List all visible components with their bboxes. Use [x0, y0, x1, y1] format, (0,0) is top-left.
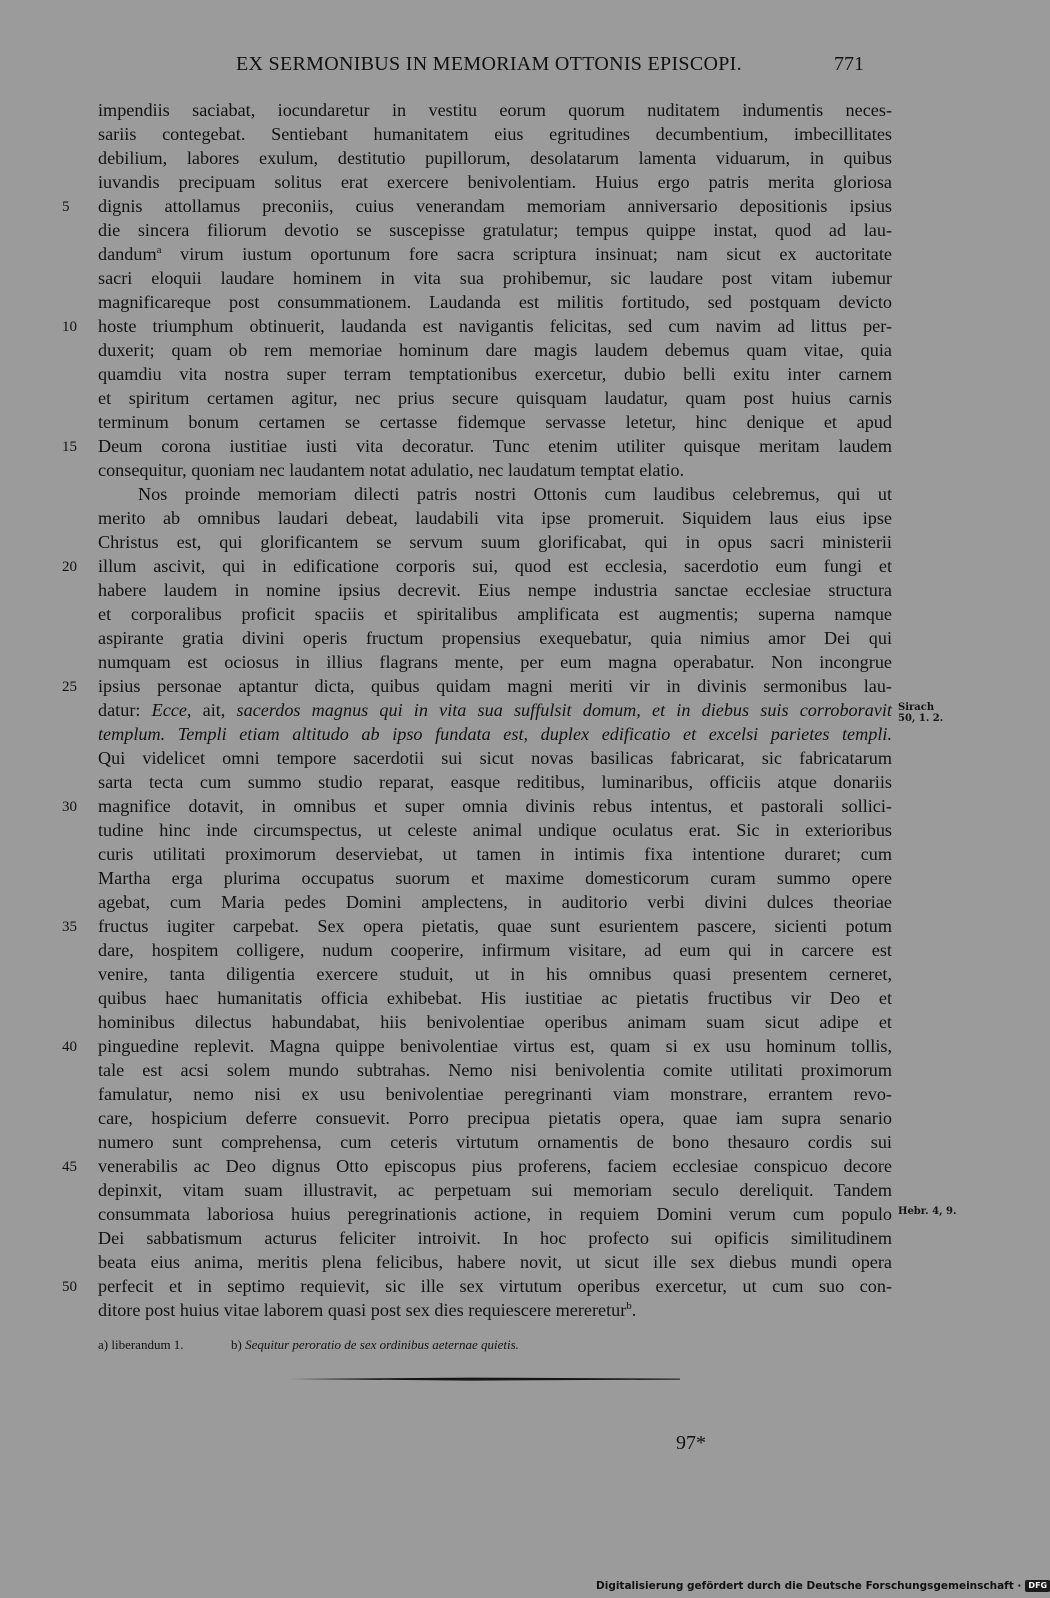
text-line	[98, 1106, 892, 1130]
text-line	[138, 482, 892, 506]
signature-mark: 97*	[676, 1432, 706, 1454]
text-segment: consequitur, quoniam nec laudantem notat adulatio, nec laudatum temptat elatio.	[98, 460, 685, 480]
text-segment: sarta tecta cum summo studio reparat, easque reditibus, luminaribus, officiis atque donariis	[98, 772, 892, 792]
text-segment: ditore post huius vitae laborem quasi post sex dies requiescere mereretur	[98, 1300, 627, 1320]
text-segment: magnifice dotavit, in omnibus et super omnia divinis rebus intentus, et pastorali sollici-	[98, 796, 892, 816]
text-segment: depinxit, vitam suam illustravit, ac perpetuam sui memoriam seculo dereliquit. Tandem	[98, 1180, 892, 1200]
text-line	[98, 194, 892, 218]
text-line	[98, 242, 892, 266]
text-segment: datur:	[98, 700, 152, 720]
text-line	[98, 890, 892, 914]
text-line	[98, 266, 892, 290]
footnote-a: a) liberandum 1.	[98, 1337, 184, 1352]
text-line	[98, 1130, 892, 1154]
text-line	[98, 122, 892, 146]
text-line	[98, 674, 892, 698]
text-segment: hominibus dilectus habundabat, hiis benivolentiae operibus animam suam sicut adipe et	[98, 1012, 892, 1032]
text-line	[98, 1226, 892, 1250]
text-line	[98, 866, 892, 890]
text-line	[98, 170, 892, 194]
text-segment: .	[631, 1300, 637, 1320]
text-segment: perfecit et in septimo requievit, sic ille sex virtutum operibus exercetur, ut cum suo con-	[98, 1276, 892, 1296]
footnote-marker: b	[626, 1299, 632, 1312]
text-line	[98, 1298, 892, 1322]
text-line	[98, 1202, 892, 1226]
text-segment: sacerdos magnus qui in vita sua suffulsit domum, et in diebus suis corroboravit	[236, 700, 892, 720]
text-segment: fructus iugiter carpebat. Sex opera pietatis, quae sunt esurientem pascere, sicienti potum	[98, 916, 892, 936]
text-line	[98, 458, 892, 482]
line-number: 40	[62, 1039, 77, 1055]
text-segment: illum ascivit, qui in edificatione corporis sui, quod est ecclesia, sacerdotio eum fungi et	[98, 556, 892, 576]
text-segment: curis utilitati proximorum deserviebat, ut tamen in intimis fixa intentione duraret; cum	[98, 844, 892, 864]
text-line	[98, 554, 892, 578]
text-segment: , ait,	[186, 700, 237, 720]
text-line	[98, 1178, 892, 1202]
text-line	[98, 98, 892, 122]
footnote-marker: a	[156, 243, 162, 256]
text-line	[98, 1058, 892, 1082]
text-line	[98, 722, 892, 746]
text-segment: numero sunt comprehensa, cum ceteris virtutum ornamentis de bono thesauro cordis sui	[98, 1132, 892, 1152]
text-segment: Ecce	[151, 700, 187, 720]
text-segment: Christus est, qui glorificantem se servum suum glorificabat, qui in opus sacri ministerii	[98, 532, 892, 552]
text-segment: habere laudem in nomine ipsius decrevit. Eius nempe industria sanctae ecclesiae structura	[98, 580, 892, 600]
text-segment: dignis attollamus preconiis, cuius venerandam memoriam anniversario depositionis ipsius	[98, 196, 892, 216]
text-segment: ipsius personae aptantur dicta, quibus quidam magni meriti vir in divinis sermonibus lau-	[98, 676, 892, 696]
text-segment: Deum corona iustitiae iusti vita decoratur. Tunc etenim utiliter quisque meritam laudem	[98, 436, 892, 456]
text-segment: famulatur, nemo nisi ex usu benivolentiae peregrinanti viam monstrare, errantem revo-	[98, 1084, 892, 1104]
margin-note-verse: 50, 1. 2.	[898, 713, 944, 724]
line-number: 20	[62, 559, 77, 575]
text-line	[98, 914, 892, 938]
text-line	[98, 1250, 892, 1274]
text-segment: impendiis saciabat, iocundaretur in vestitu eorum quorum nuditatem indumentis neces-	[98, 100, 892, 120]
text-line	[98, 578, 892, 602]
text-line	[98, 314, 892, 338]
text-line	[98, 290, 892, 314]
text-line	[98, 962, 892, 986]
line-number: 10	[62, 319, 77, 335]
text-segment: die sincera filiorum devotio se suscepisse gratulatur; tempus quippe instat, quod ad lau-	[98, 220, 892, 240]
text-segment: merito ab omnibus laudari debeat, laudabili vita ipse promeruit. Siquidem laus eius ipse	[98, 508, 892, 528]
text-segment: agebat, cum Maria pedes Domini amplectens, in auditorio verbi divini dulces theoriae	[98, 892, 892, 912]
text-segment: numquam est ociosus in illius flagrans mente, per eum magna operabatur. Non incongrue	[98, 652, 892, 672]
text-segment: venerabilis ac Deo dignus Otto episcopus pius proferens, faciem ecclesiae conspicuo decore	[98, 1156, 892, 1176]
end-rule	[290, 1377, 680, 1381]
text-line	[98, 602, 892, 626]
text-segment: dare, hospitem colligere, nudum cooperire, infirmum visitare, ad eum qui in carcere est	[98, 940, 892, 960]
text-segment: beata eius anima, meritis plena felicibus, habere novit, ut sicut ille sex diebus mundi opera	[98, 1252, 892, 1272]
dfg-logo: DFG	[1025, 1580, 1050, 1592]
line-number: 15	[62, 439, 77, 455]
text-segment: et corporalibus proficit spaciis et spiritalibus amplificata est augmentis; superna namque	[98, 604, 892, 624]
footnote-b	[231, 1335, 519, 1355]
text-line	[98, 218, 892, 242]
text-line	[98, 770, 892, 794]
text-segment: sacri eloquii laudare hominem in vita sua prohibemur, sic laudare post vitam iubemur	[98, 268, 892, 288]
text-segment: tale est acsi solem mundo subtrahas. Nemo nisi benivolentia comite utilitati proximorum	[98, 1060, 892, 1080]
text-segment: iuvandis precipuam solitus erat exercere benivolentiam. Huius ergo patris merita gloriosa	[98, 172, 892, 192]
text-segment: Martha erga plurima occupatus suorum et maxime domesticorum curam summo opere	[98, 868, 892, 888]
text-segment: quibus haec humanitatis officia exhibebat. His iustitiae ac pietatis fructibus vir Deo et	[98, 988, 892, 1008]
text-segment: Dei sabbatismum acturus feliciter introivit. In hoc profecto sui opificis similitudinem	[98, 1228, 892, 1248]
text-line	[98, 794, 892, 818]
text-segment: care, hospicium deferre consuevit. Porro precipua pietatis opera, quae iam supra senario	[98, 1108, 892, 1128]
text-line	[98, 338, 892, 362]
text-segment: Qui videlicet omni tempore sacerdotii sui sicut novas basilicas fabricarat, sic fabricatarum	[98, 748, 892, 768]
text-segment: duxerit; quam ob rem memoriae hominum dare magis laudem debemus quam vitae, quia	[98, 340, 892, 360]
footnotes	[98, 1335, 892, 1355]
text-line	[98, 386, 892, 410]
text-line	[98, 362, 892, 386]
text-line	[98, 1034, 892, 1058]
text-line	[98, 410, 892, 434]
text-line	[98, 146, 892, 170]
text-segment: virum iustum oportunum fore sacra scriptura insinuat; nam sicut ex auctoritate	[161, 244, 892, 264]
footnote-b-text: Sequitur peroratio de sex ordinibus aeternae quietis.	[245, 1337, 519, 1352]
text-line	[98, 842, 892, 866]
margin-note	[898, 702, 943, 724]
text-line	[98, 986, 892, 1010]
line-number: 35	[62, 919, 77, 935]
text-segment: pinguedine replevit. Magna quippe benivolentiae virtus est, quam si ex usu hominum tollis,	[98, 1036, 892, 1056]
text-segment: et spiritum certamen agitur, nec prius secure quisquam laudatur, quam post huius carnis	[98, 388, 892, 408]
text-segment: hoste triumphum obtinuerit, laudanda est navigantis felicitas, sed cum navim ad littus per-	[98, 316, 892, 336]
margin-note-ref: Hebr. 4, 9.	[898, 1206, 957, 1217]
margin-note	[898, 1206, 956, 1217]
margin-note-ref: Sirach	[898, 702, 935, 713]
line-number: 50	[62, 1279, 77, 1295]
footnote-b-label: b)	[231, 1337, 246, 1352]
text-segment: consummata laboriosa huius peregrinationis actione, in requiem Domini verum cum populo	[98, 1204, 892, 1224]
text-line	[98, 746, 892, 770]
text-line	[98, 1082, 892, 1106]
text-segment: aspirante gratia divini operis fructum propensius exequebatur, quia nimius amor Dei qui	[98, 628, 892, 648]
text-segment: venire, tanta diligentia exercere studuit, ut in his omnibus quasi presentem cerneret,	[98, 964, 892, 984]
text-line	[98, 698, 892, 722]
text-line	[98, 938, 892, 962]
line-number: 45	[62, 1159, 77, 1175]
digitization-credit	[596, 1578, 1050, 1594]
text-segment: quamdiu vita nostra super terram temptationibus exercetur, dubio belli exitu inter carnem	[98, 364, 892, 384]
text-line	[98, 626, 892, 650]
page-header	[0, 53, 1000, 83]
text-line	[98, 1010, 892, 1034]
text-line	[98, 530, 892, 554]
line-number: 5	[62, 199, 70, 215]
text-segment: tudine hinc inde circumspectus, ut celeste animal undique oculatus erat. Sic in exterioribus	[98, 820, 892, 840]
line-number: 25	[62, 679, 77, 695]
text-segment: dandum	[98, 244, 157, 264]
text-line	[98, 650, 892, 674]
text-line	[98, 1154, 892, 1178]
text-segment: sariis contegebat. Sentiebant humanitatem eius egritudines decumbentium, imbecillitates	[98, 124, 892, 144]
text-segment: terminum bonum certamen se certasse fidemque servasse letetur, hinc denique et apud	[98, 412, 892, 432]
credit-text: Digitalisierung gefördert durch die Deutsche Forschungsgemeinschaft ·	[596, 1580, 1022, 1592]
line-number: 30	[62, 799, 77, 815]
text-line	[98, 506, 892, 530]
text-segment: templum. Templi etiam altitudo ab ipso fundata est, duplex edificatio et excelsi parietes templi.	[98, 724, 892, 744]
text-segment: debilium, labores exulum, destitutio pupillorum, desolatarum lamenta viduarum, in quibus	[98, 148, 892, 168]
text-line	[98, 434, 892, 458]
text-segment: Nos proinde memoriam dilecti patris nostri Ottonis cum laudibus celebremus, qui ut	[138, 484, 892, 504]
text-segment: magnificareque post consummationem. Laudanda est militis fortitudo, sed postquam devicto	[98, 292, 892, 312]
running-title: EX SERMONIBUS IN MEMORIAM OTTONIS EPISCOPI.	[236, 53, 742, 75]
text-line	[98, 818, 892, 842]
text-line	[98, 1274, 892, 1298]
page-number: 771	[834, 53, 864, 75]
